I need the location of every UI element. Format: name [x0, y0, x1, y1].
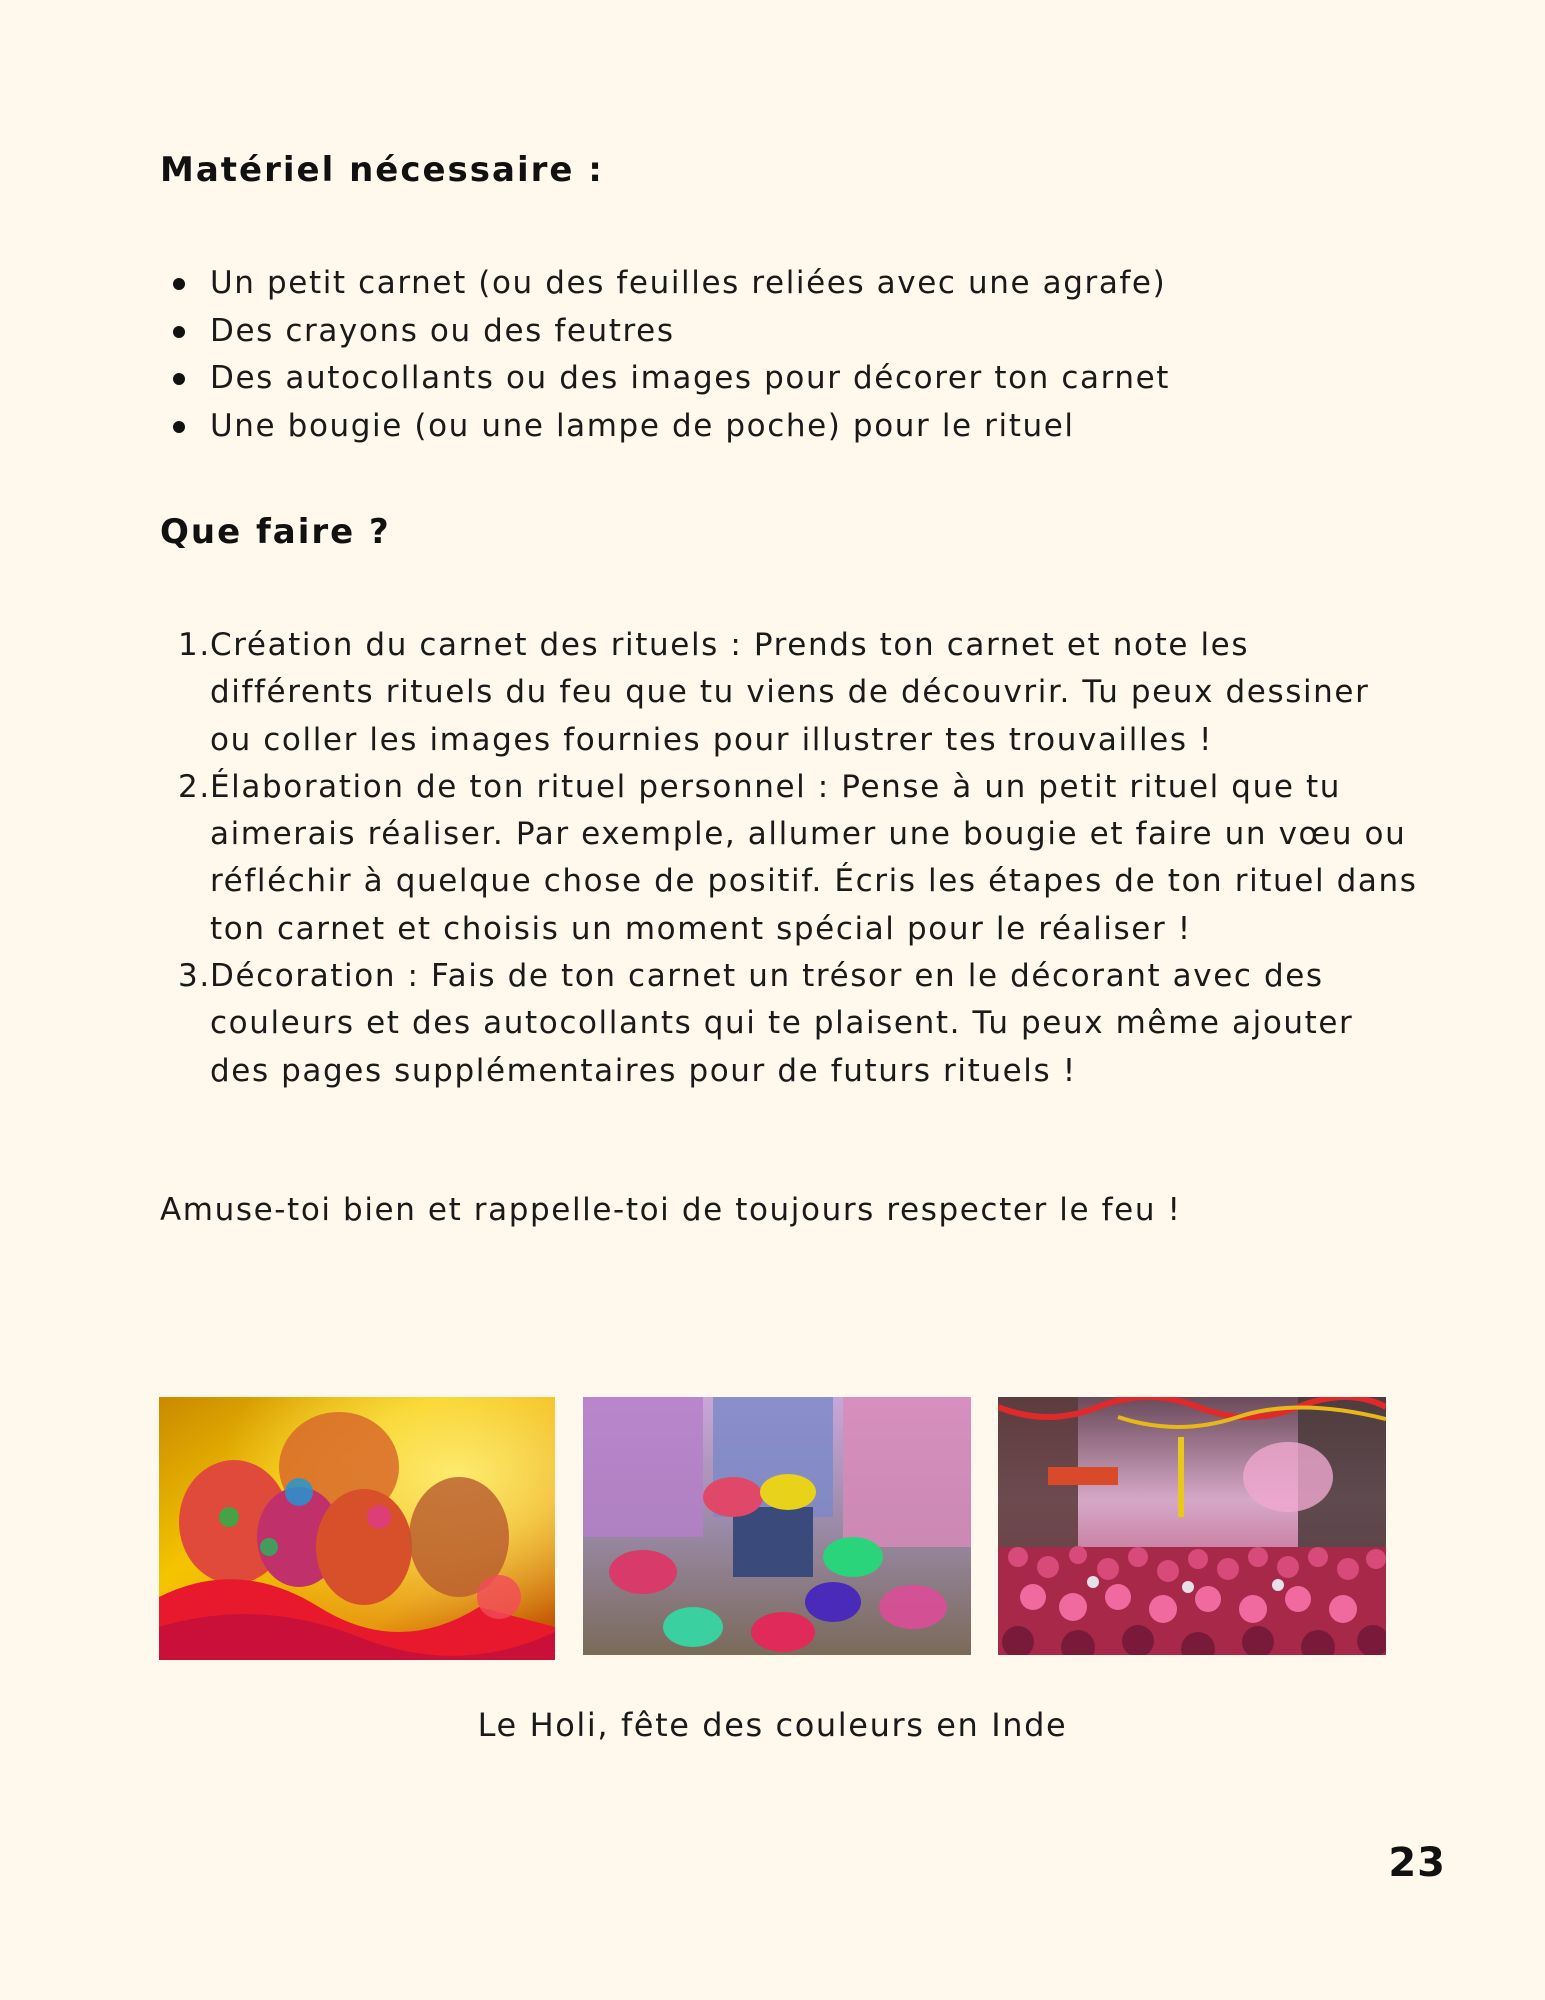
- steps-list: [160, 622, 1418, 1095]
- bullet-icon: [173, 326, 185, 338]
- step-number: 2.: [178, 768, 211, 805]
- step-text: Création du carnet des rituels : Prends ton carnet et note les différents rituels du feu que tu viens de découvrir. Tu peux dessiner ou coller les images fournies pour illustrer tes trouvailles !: [210, 627, 1370, 758]
- list-item: Des autocollants ou des images pour décorer ton carnet: [160, 355, 1400, 403]
- bullet-icon: [173, 421, 185, 433]
- holi-crowd-photo: [998, 1397, 1386, 1655]
- holi-hands-photo: [583, 1397, 971, 1655]
- step-item: [160, 953, 1420, 1095]
- holi-faces-photo: [159, 1397, 555, 1660]
- step-text: Décoration : Fais de ton carnet un trésor en le décorant avec des couleurs et des autocollants qui te plaisent. Tu peux même ajouter des pages supplémentaires pour de futurs rituels !: [210, 958, 1354, 1089]
- list-item: Des crayons ou des feutres: [160, 308, 1400, 356]
- materials-list: [160, 260, 1400, 450]
- materials-heading: Matériel nécessaire :: [160, 150, 604, 190]
- step-number: 1.: [178, 627, 211, 663]
- step-number: 3.: [178, 958, 211, 995]
- bullet-icon: [173, 373, 185, 385]
- photo-caption: Le Holi, fête des couleurs en Inde: [477, 1706, 1068, 1744]
- step-item: [160, 764, 1420, 953]
- bullet-icon: [173, 278, 185, 290]
- closing-text: Amuse-toi bien et rappelle-toi de toujours respecter le feu !: [160, 1192, 1182, 1228]
- page-number: 23: [1388, 1840, 1446, 1886]
- list-item: Une bougie (ou une lampe de poche) pour le rituel: [160, 403, 1400, 451]
- steps-heading: Que faire ?: [160, 512, 391, 552]
- list-item: Un petit carnet (ou des feuilles reliées avec une agrafe): [160, 260, 1400, 308]
- step-item: [160, 622, 1420, 764]
- step-text: Élaboration de ton rituel personnel : Pense à un petit rituel que tu aimerais réaliser. Par exemple, allumer une bougie et faire un vœu ou réfléchir à quelque chose de positif. Écris les étapes de ton rituel dans ton carnet et choisis un moment spécial pour le réaliser !: [210, 768, 1418, 947]
